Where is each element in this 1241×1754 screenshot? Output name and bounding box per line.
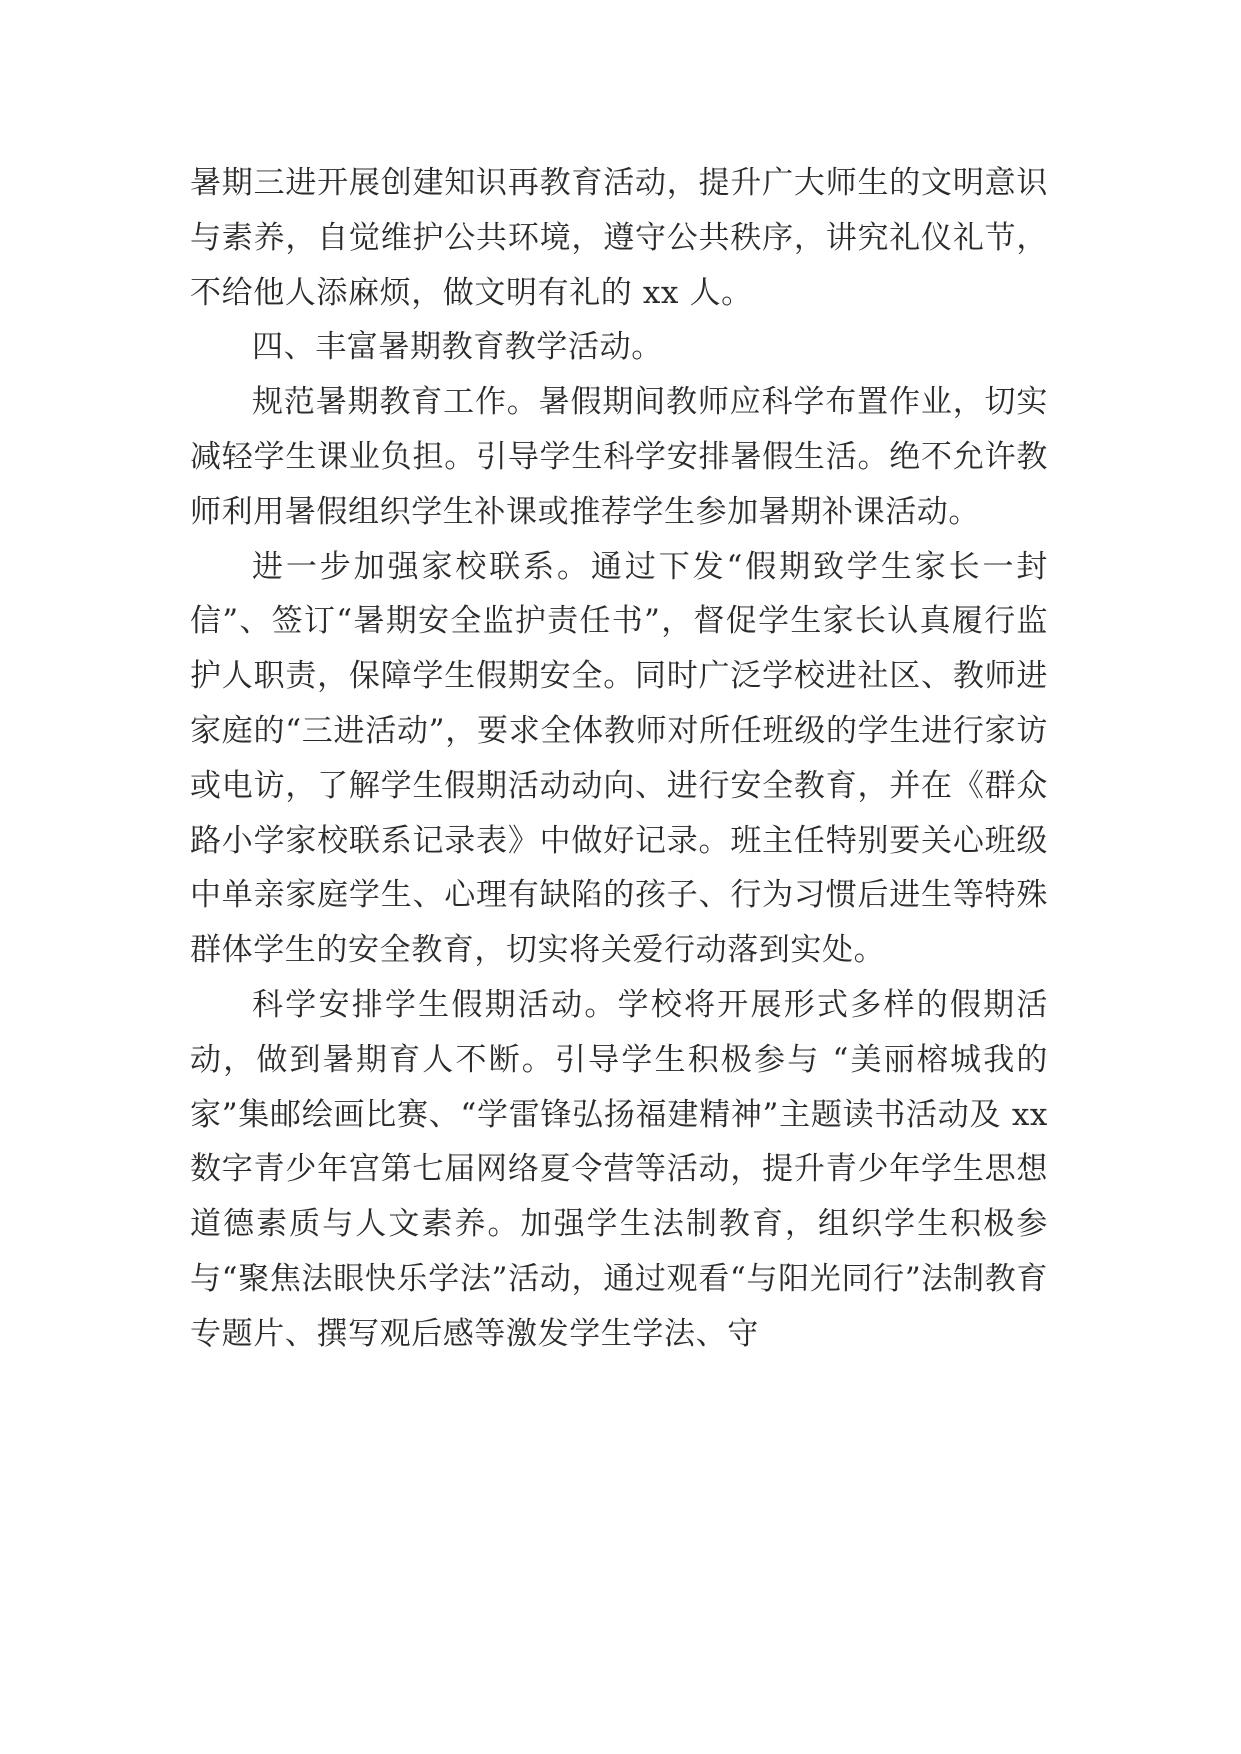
- paragraph-civility: 暑期三进开展创建知识再教育活动，提升广大师生的文明意识与素养，自觉维护公共环境，遵守公共秩序，讲究礼仪礼节，不给他人添麻烦，做文明有礼的 xx 人。: [190, 165, 1048, 311]
- paragraph-standardize-work: 规范暑期教育工作。暑假期间教师应科学布置作业，切实减轻学生课业负担。引导学生科学安排暑假生活。绝不允许教师利用暑假组织学生补课或推荐学生参加暑期补课活动。: [190, 384, 1048, 530]
- paragraph-holiday-activities: 科学安排学生假期活动。学校将开展形式多样的假期活动，做到暑期育人不断。引导学生积极参与 “美丽榕城我的家”集邮绘画比赛、“学雷锋弘扬福建精神”主题读书活动及 xx 数字青少年宫第七届网络夏令营等活动，提升青少年学生思想道德素质与人文素养。加强学生法制教育，组织学生积极参与“聚焦法眼快乐学法”活动，通过观看“与阳光同行”法制教育专题片、撰写观后感等激发学生学法、守: [190, 986, 1048, 1352]
- paragraph-home-school-contact: 进一步加强家校联系。通过下发“假期致学生家长一封信”、签订“暑期安全监护责任书”，督促学生家长认真履行监护人职责，保障学生假期安全。同时广泛学校进社区、教师进家庭的“三进活动”，要求全体教师对所任班级的学生进行家访或电访，了解学生假期活动动向、进行安全教育，并在《群众路小学家校联系记录表》中做好记录。班主任特别要关心班级中单亲家庭学生、心理有缺陷的孩子、行为习惯后进生等特殊群体学生的安全教育，切实将关爱行动落到实处。: [190, 548, 1048, 969]
- body-text: [190, 156, 1048, 1362]
- heading-section-four: 四、丰富暑期教育教学活动。: [252, 329, 663, 366]
